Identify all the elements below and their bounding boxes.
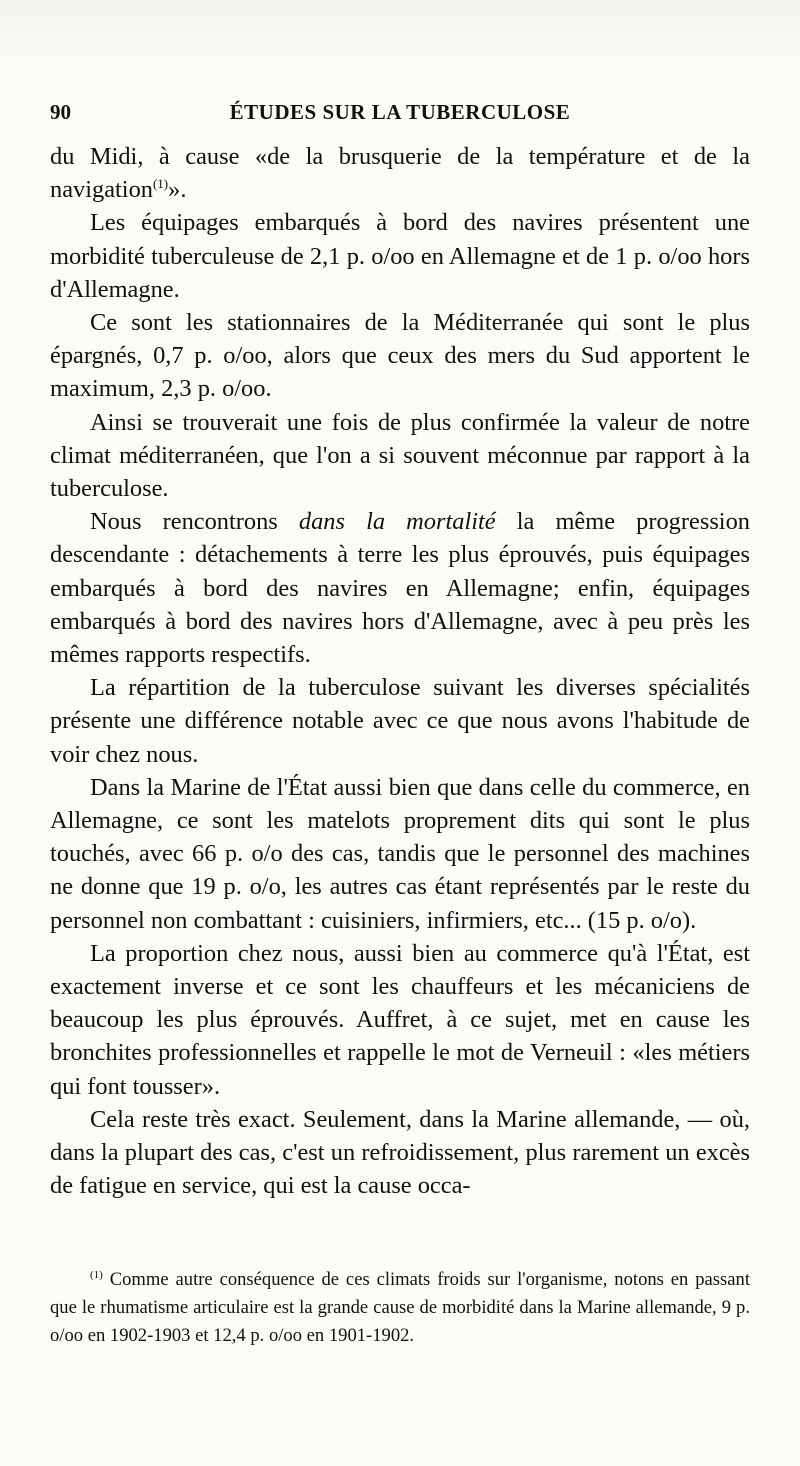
running-title: ÉTUDES SUR LA TUBERCULOSE: [229, 100, 571, 124]
footnote-text: Comme autre conséquence de ces climats froids sur l'organisme, notons en passant que le rhumatisme articulaire est la grande cause de morbidité dans la Marine allemande, 9 p. o/oo en 1902-1903 et 12,4 p. o/oo en 1901-1902.: [50, 1269, 750, 1346]
paragraph: La proportion chez nous, aussi bien au commerce qu'à l'État, est exactement inverse et ce sont les chauffeurs et les mécaniciens de beaucoup les plus éprouvés. Auffret, à ce sujet, met en cause les bronchites professionnelles et rappelle le mot de Verneuil : «les métiers qui font tousser».: [50, 939, 750, 1100]
footnote-reference: (1): [152, 176, 169, 192]
page-header: [50, 100, 750, 132]
paragraph: [50, 505, 750, 671]
paragraph: Dans la Marine de l'État aussi bien que dans celle du commerce, en Allemagne, ce sont les matelots proprement dits qui sont le plus touchés, avec 66 p. o/o des cas, tandis que le personnel des machines ne donne que 19 p. o/o, les autres cas étant représentés par le reste du personnel non combattant : cuisiniers, infirmiers, etc... (15 p. o/o).: [50, 773, 750, 934]
emphasized-text: dans la mortalité: [298, 508, 496, 536]
paragraph-text: Nous rencontrons: [90, 508, 299, 536]
footnote: [50, 1266, 750, 1350]
paragraph: La répartition de la tuberculose suivant les diverses spécialités présente une différence notable avec ce que nous avons l'habitude de voir chez nous.: [50, 674, 750, 768]
footnote-mark: (1): [90, 1268, 103, 1281]
paragraph-text: la même progression descendante : détachements à terre les plus éprouvés, puis équipages embarqués à bord des navires en Allemagne; enfin, équipages embarqués à bord des navires hors d'Allemagne, avec à peu près les mêmes rapports respectifs.: [50, 508, 750, 669]
paragraph-continuation: [50, 140, 750, 206]
paragraph: Ainsi se trouverait une fois de plus confirmée la valeur de notre climat méditerranéen, que l'on a si souvent méconnue par rapport à la tuberculose.: [50, 408, 750, 503]
paragraph-text: du Midi, à cause «de la brusquerie de la température et de la navigation: [50, 143, 750, 204]
footnotes: [50, 1266, 750, 1350]
paragraph: Ce sont les stationnaires de la Méditerranée qui sont le plus épargnés, 0,7 p. o/oo, alors que ceux des mers du Sud apportent le maximum, 2,3 p. o/oo.: [50, 309, 750, 403]
paragraph: Cela reste très exact. Seulement, dans la Marine allemande, — où, dans la plupart des cas, c'est un refroidissement, plus rarement un excès de fatigue en service, qui est la cause occa-: [50, 1105, 750, 1200]
paragraph-text: ».: [168, 176, 187, 204]
page-number: 90: [50, 100, 71, 124]
body-text: [50, 140, 750, 1203]
paragraph: Les équipages embarqués à bord des navires présentent une morbidité tuberculeuse de 2,1 p. o/oo en Allemagne et de 1 p. o/oo hors d'Allemagne.: [50, 209, 750, 303]
